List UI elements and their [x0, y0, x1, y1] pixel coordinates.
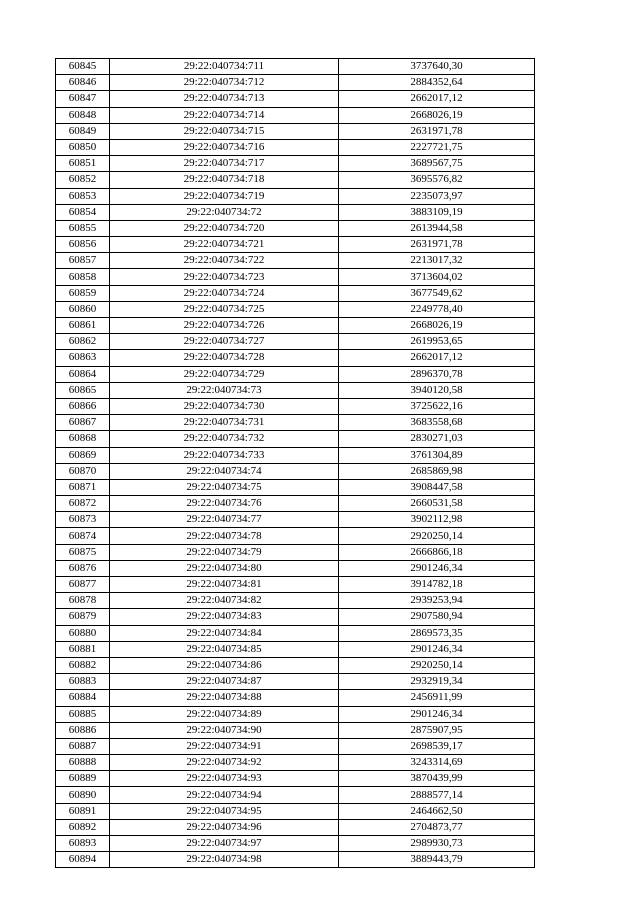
cadastral-number-cell: 29:22:040734:729 [110, 366, 339, 382]
row-id-cell: 60861 [56, 318, 110, 334]
value-cell: 2869573,35 [339, 625, 535, 641]
value-cell: 3737640,30 [339, 59, 535, 75]
table-row [56, 528, 535, 544]
cadastral-number-cell: 29:22:040734:723 [110, 269, 339, 285]
table-row [56, 593, 535, 609]
value-cell: 2662017,12 [339, 350, 535, 366]
table-row [56, 447, 535, 463]
row-id-cell: 60874 [56, 528, 110, 544]
cadastral-number-cell: 29:22:040734:85 [110, 641, 339, 657]
table-row [56, 787, 535, 803]
row-id-cell: 60868 [56, 431, 110, 447]
row-id-cell: 60892 [56, 819, 110, 835]
row-id-cell: 60859 [56, 285, 110, 301]
value-cell: 2456911,99 [339, 690, 535, 706]
cadastral-number-cell: 29:22:040734:718 [110, 172, 339, 188]
value-cell: 3243314,69 [339, 755, 535, 771]
cadastral-number-cell: 29:22:040734:722 [110, 253, 339, 269]
row-id-cell: 60847 [56, 91, 110, 107]
table-row [56, 609, 535, 625]
value-cell: 2235073,97 [339, 188, 535, 204]
table-row [56, 544, 535, 560]
table-row [56, 463, 535, 479]
cadastral-number-cell: 29:22:040734:98 [110, 852, 339, 868]
table-row [56, 431, 535, 447]
value-cell: 2932919,34 [339, 674, 535, 690]
value-cell: 2875907,95 [339, 722, 535, 738]
row-id-cell: 60876 [56, 560, 110, 576]
value-cell: 2888577,14 [339, 787, 535, 803]
value-cell: 2631971,78 [339, 123, 535, 139]
table-row [56, 415, 535, 431]
cadastral-number-cell: 29:22:040734:716 [110, 139, 339, 155]
row-id-cell: 60875 [56, 544, 110, 560]
cadastral-number-cell: 29:22:040734:74 [110, 463, 339, 479]
table-row [56, 220, 535, 236]
table-row [56, 771, 535, 787]
value-cell: 2989930,73 [339, 836, 535, 852]
row-id-cell: 60848 [56, 107, 110, 123]
table-row [56, 674, 535, 690]
row-id-cell: 60849 [56, 123, 110, 139]
table-row [56, 59, 535, 75]
row-id-cell: 60846 [56, 75, 110, 91]
value-cell: 2939253,94 [339, 593, 535, 609]
table-row [56, 560, 535, 576]
row-id-cell: 60852 [56, 172, 110, 188]
table-row [56, 237, 535, 253]
table-row [56, 156, 535, 172]
table-row [56, 382, 535, 398]
cadastral-number-cell: 29:22:040734:725 [110, 301, 339, 317]
value-cell: 2249778,40 [339, 301, 535, 317]
cadastral-number-cell: 29:22:040734:77 [110, 512, 339, 528]
row-id-cell: 60882 [56, 657, 110, 673]
value-cell: 2662017,12 [339, 91, 535, 107]
row-id-cell: 60862 [56, 334, 110, 350]
table-row [56, 91, 535, 107]
table-row [56, 755, 535, 771]
cadastral-number-cell: 29:22:040734:88 [110, 690, 339, 706]
value-cell: 3725622,16 [339, 398, 535, 414]
table-row [56, 301, 535, 317]
table-row [56, 738, 535, 754]
table-row [56, 836, 535, 852]
value-cell: 2464662,50 [339, 803, 535, 819]
cadastral-number-cell: 29:22:040734:724 [110, 285, 339, 301]
value-cell: 3677549,62 [339, 285, 535, 301]
row-id-cell: 60873 [56, 512, 110, 528]
value-cell: 2830271,03 [339, 431, 535, 447]
cadastral-number-cell: 29:22:040734:80 [110, 560, 339, 576]
row-id-cell: 60863 [56, 350, 110, 366]
table-row [56, 819, 535, 835]
cadastral-number-cell: 29:22:040734:713 [110, 91, 339, 107]
cadastral-number-cell: 29:22:040734:711 [110, 59, 339, 75]
row-id-cell: 60853 [56, 188, 110, 204]
row-id-cell: 60889 [56, 771, 110, 787]
cadastral-number-cell: 29:22:040734:719 [110, 188, 339, 204]
cadastral-number-cell: 29:22:040734:73 [110, 382, 339, 398]
cadastral-number-cell: 29:22:040734:714 [110, 107, 339, 123]
value-cell: 2907580,94 [339, 609, 535, 625]
cadastral-number-cell: 29:22:040734:76 [110, 496, 339, 512]
value-cell: 2698539,17 [339, 738, 535, 754]
value-cell: 3683558,68 [339, 415, 535, 431]
table-row [56, 253, 535, 269]
table-row [56, 285, 535, 301]
cadastral-number-cell: 29:22:040734:95 [110, 803, 339, 819]
table-row [56, 75, 535, 91]
value-cell: 3902112,98 [339, 512, 535, 528]
cadastral-number-cell: 29:22:040734:86 [110, 657, 339, 673]
row-id-cell: 60872 [56, 496, 110, 512]
value-cell: 3883109,19 [339, 204, 535, 220]
row-id-cell: 60879 [56, 609, 110, 625]
table-row [56, 269, 535, 285]
cadastral-number-cell: 29:22:040734:81 [110, 577, 339, 593]
cadastral-number-cell: 29:22:040734:720 [110, 220, 339, 236]
cadastral-number-cell: 29:22:040734:96 [110, 819, 339, 835]
value-cell: 2668026,19 [339, 107, 535, 123]
value-cell: 2213017,32 [339, 253, 535, 269]
row-id-cell: 60886 [56, 722, 110, 738]
cadastral-number-cell: 29:22:040734:721 [110, 237, 339, 253]
table-row [56, 204, 535, 220]
row-id-cell: 60860 [56, 301, 110, 317]
row-id-cell: 60880 [56, 625, 110, 641]
table-row [56, 188, 535, 204]
value-cell: 2901246,34 [339, 560, 535, 576]
row-id-cell: 60890 [56, 787, 110, 803]
cadastral-number-cell: 29:22:040734:726 [110, 318, 339, 334]
value-cell: 2666866,18 [339, 544, 535, 560]
value-cell: 2631971,78 [339, 237, 535, 253]
row-id-cell: 60866 [56, 398, 110, 414]
row-id-cell: 60887 [56, 738, 110, 754]
value-cell: 2901246,34 [339, 641, 535, 657]
row-id-cell: 60893 [56, 836, 110, 852]
value-cell: 3914782,18 [339, 577, 535, 593]
row-id-cell: 60870 [56, 463, 110, 479]
row-id-cell: 60857 [56, 253, 110, 269]
cadastral-number-cell: 29:22:040734:79 [110, 544, 339, 560]
table-row [56, 690, 535, 706]
cadastral-number-cell: 29:22:040734:94 [110, 787, 339, 803]
row-id-cell: 60851 [56, 156, 110, 172]
table-row [56, 172, 535, 188]
table-row [56, 350, 535, 366]
row-id-cell: 60883 [56, 674, 110, 690]
value-cell: 2884352,64 [339, 75, 535, 91]
value-cell: 3889443,79 [339, 852, 535, 868]
cadastral-number-cell: 29:22:040734:92 [110, 755, 339, 771]
value-cell: 2668026,19 [339, 318, 535, 334]
data-table [55, 58, 535, 868]
row-id-cell: 60888 [56, 755, 110, 771]
table-row [56, 625, 535, 641]
cadastral-number-cell: 29:22:040734:728 [110, 350, 339, 366]
row-id-cell: 60871 [56, 479, 110, 495]
cadastral-number-cell: 29:22:040734:72 [110, 204, 339, 220]
cadastral-number-cell: 29:22:040734:87 [110, 674, 339, 690]
table-row [56, 706, 535, 722]
cadastral-number-cell: 29:22:040734:733 [110, 447, 339, 463]
cadastral-number-cell: 29:22:040734:730 [110, 398, 339, 414]
table-row [56, 577, 535, 593]
cadastral-number-cell: 29:22:040734:712 [110, 75, 339, 91]
cadastral-number-cell: 29:22:040734:715 [110, 123, 339, 139]
cadastral-number-cell: 29:22:040734:717 [110, 156, 339, 172]
value-cell: 2227721,75 [339, 139, 535, 155]
value-cell: 2920250,14 [339, 528, 535, 544]
value-cell: 3940120,58 [339, 382, 535, 398]
row-id-cell: 60845 [56, 59, 110, 75]
value-cell: 2901246,34 [339, 706, 535, 722]
table-row [56, 852, 535, 868]
table-row [56, 479, 535, 495]
table-row [56, 139, 535, 155]
row-id-cell: 60894 [56, 852, 110, 868]
row-id-cell: 60884 [56, 690, 110, 706]
row-id-cell: 60856 [56, 237, 110, 253]
row-id-cell: 60877 [56, 577, 110, 593]
value-cell: 2619953,65 [339, 334, 535, 350]
cadastral-number-cell: 29:22:040734:83 [110, 609, 339, 625]
row-id-cell: 60867 [56, 415, 110, 431]
table-body [56, 59, 535, 868]
row-id-cell: 60850 [56, 139, 110, 155]
value-cell: 2660531,58 [339, 496, 535, 512]
cadastral-number-cell: 29:22:040734:91 [110, 738, 339, 754]
value-cell: 2920250,14 [339, 657, 535, 673]
value-cell: 3761304,89 [339, 447, 535, 463]
value-cell: 3689567,75 [339, 156, 535, 172]
cadastral-number-cell: 29:22:040734:84 [110, 625, 339, 641]
table-row [56, 107, 535, 123]
table-row [56, 641, 535, 657]
row-id-cell: 60854 [56, 204, 110, 220]
value-cell: 2896370,78 [339, 366, 535, 382]
table-row [56, 657, 535, 673]
row-id-cell: 60885 [56, 706, 110, 722]
cadastral-number-cell: 29:22:040734:90 [110, 722, 339, 738]
cadastral-number-cell: 29:22:040734:78 [110, 528, 339, 544]
value-cell: 3870439,99 [339, 771, 535, 787]
cadastral-number-cell: 29:22:040734:75 [110, 479, 339, 495]
cadastral-number-cell: 29:22:040734:727 [110, 334, 339, 350]
cadastral-number-cell: 29:22:040734:97 [110, 836, 339, 852]
cadastral-number-cell: 29:22:040734:732 [110, 431, 339, 447]
table-row [56, 496, 535, 512]
row-id-cell: 60891 [56, 803, 110, 819]
row-id-cell: 60855 [56, 220, 110, 236]
row-id-cell: 60869 [56, 447, 110, 463]
table-row [56, 512, 535, 528]
value-cell: 3695576,82 [339, 172, 535, 188]
value-cell: 3908447,58 [339, 479, 535, 495]
table-row [56, 318, 535, 334]
row-id-cell: 60865 [56, 382, 110, 398]
row-id-cell: 60878 [56, 593, 110, 609]
row-id-cell: 60858 [56, 269, 110, 285]
table-row [56, 366, 535, 382]
value-cell: 2613944,58 [339, 220, 535, 236]
value-cell: 2685869,98 [339, 463, 535, 479]
value-cell: 3713604,02 [339, 269, 535, 285]
cadastral-number-cell: 29:22:040734:82 [110, 593, 339, 609]
table-row [56, 123, 535, 139]
row-id-cell: 60864 [56, 366, 110, 382]
table-row [56, 398, 535, 414]
value-cell: 2704873,77 [339, 819, 535, 835]
table-row [56, 722, 535, 738]
cadastral-number-cell: 29:22:040734:89 [110, 706, 339, 722]
cadastral-number-cell: 29:22:040734:93 [110, 771, 339, 787]
cadastral-number-cell: 29:22:040734:731 [110, 415, 339, 431]
table-row [56, 803, 535, 819]
table-row [56, 334, 535, 350]
row-id-cell: 60881 [56, 641, 110, 657]
